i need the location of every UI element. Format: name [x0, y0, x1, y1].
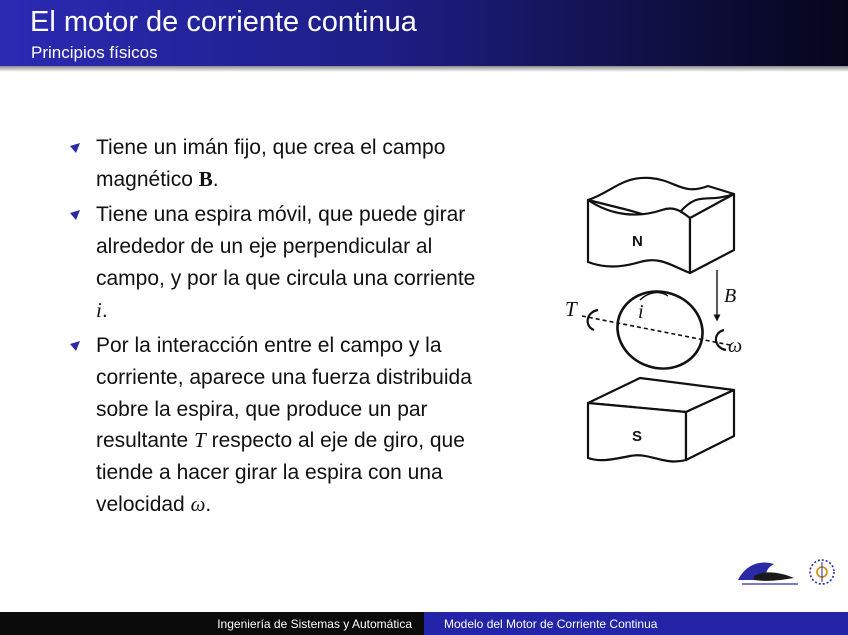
footer-department: Ingeniería de Sistemas y Automática — [0, 612, 424, 635]
footer-presentation-title: Modelo del Motor de Corriente Continua — [424, 612, 848, 635]
bullet-item: Tiene un imán fijo, que crea el campo magnético B. — [70, 132, 490, 195]
slide-title: El motor de corriente continua — [30, 6, 417, 38]
bullet-triangle-icon — [70, 341, 80, 351]
speed-arrow-icon — [716, 330, 726, 350]
speed-symbol: ω — [190, 491, 206, 516]
motor-diagram — [560, 168, 760, 473]
slide-subtitle: Principios físicos — [31, 43, 158, 62]
south-magnet — [588, 378, 734, 462]
header-shadow — [0, 66, 848, 72]
current-label: i — [638, 301, 644, 323]
torque-symbol: T — [194, 428, 206, 453]
current-symbol: i — [96, 297, 102, 322]
bullet-list — [70, 132, 490, 524]
magnetic-field-symbol: B — [198, 166, 213, 191]
bullet-triangle-icon — [70, 143, 80, 153]
torque-label: T — [565, 297, 577, 321]
department-logo — [810, 560, 834, 584]
institution-logos — [734, 554, 842, 590]
slide-footer — [0, 612, 848, 635]
rotation-axis — [582, 316, 730, 345]
north-magnet — [588, 178, 734, 273]
slide-header — [0, 0, 848, 66]
bullet-item: Por la interacción entre el campo y la corriente, aparece una fuerza distribuida sobre la espira, que produce un par resultante T respecto al eje de giro, que tiende a hacer girar la espira con una velocidad ω. — [70, 330, 490, 520]
coil-loop — [607, 281, 712, 380]
bullet-item: Tiene una espira móvil, que puede girar alrededor de un eje perpendicular al campo, y por la que circula una corriente i. — [70, 199, 490, 326]
torque-arrow-icon — [588, 310, 598, 330]
speed-label: ω — [728, 335, 743, 357]
bullet-triangle-icon — [70, 210, 80, 220]
north-label: N — [632, 233, 643, 250]
field-label: B — [724, 285, 737, 307]
university-logo — [738, 563, 798, 584]
south-label: S — [632, 428, 643, 445]
